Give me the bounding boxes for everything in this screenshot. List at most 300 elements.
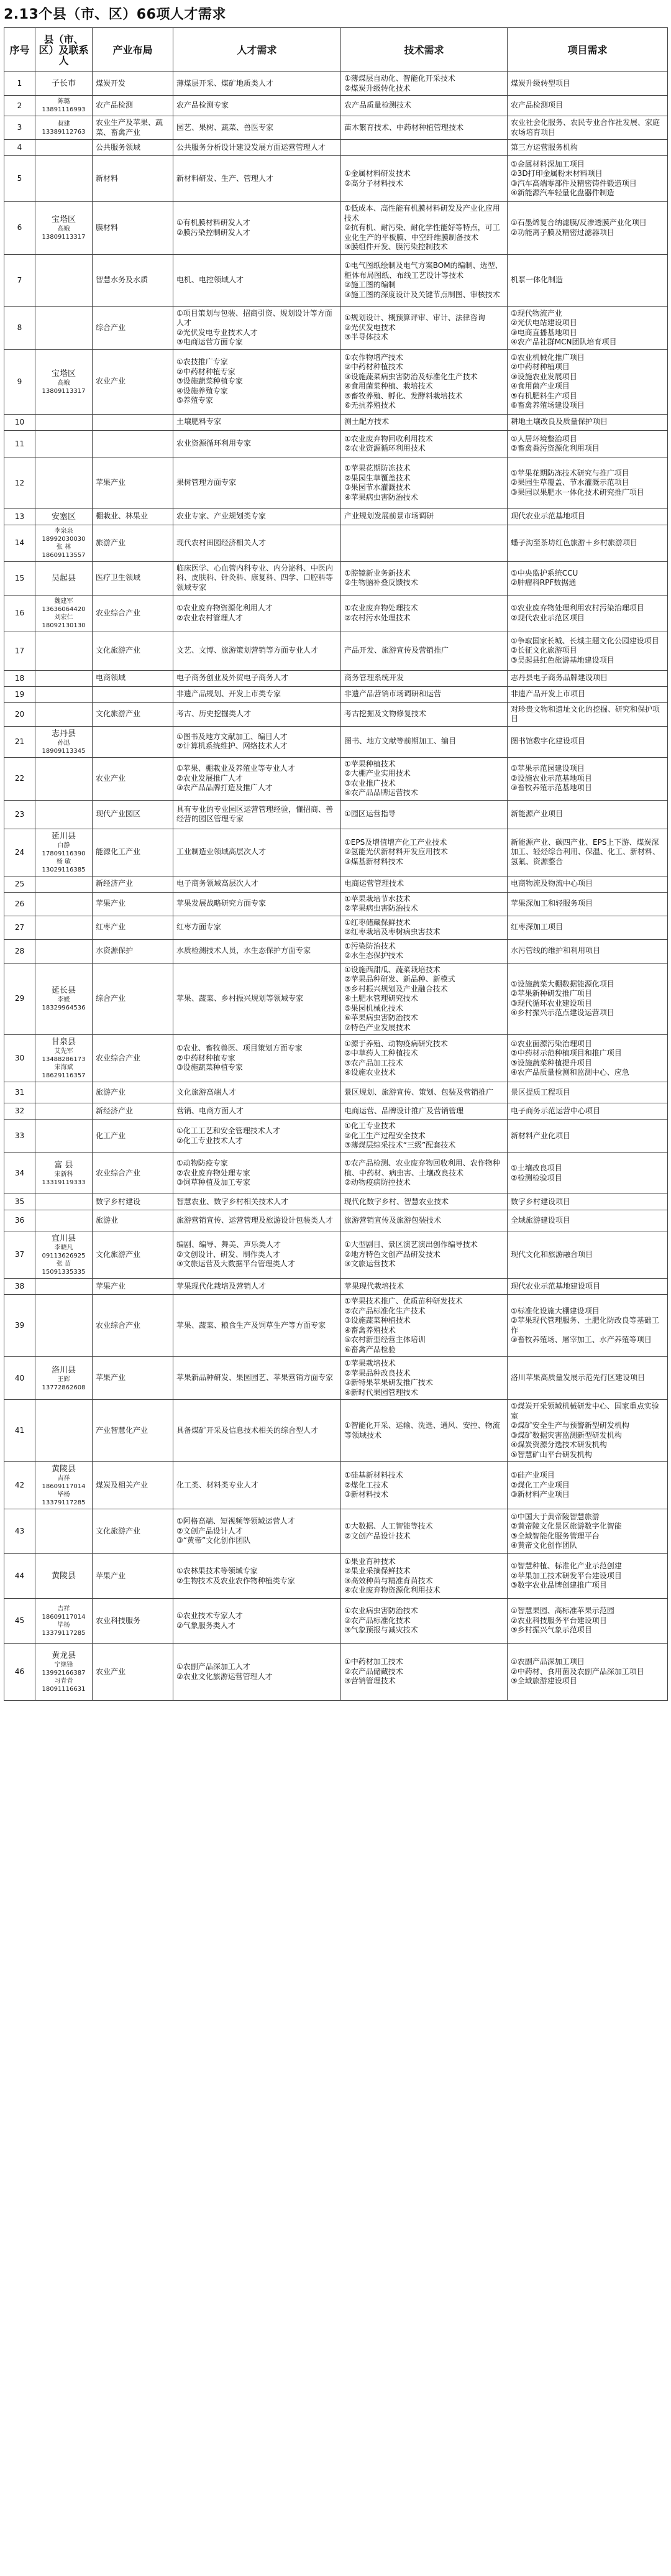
county-cell [35, 1103, 93, 1120]
industry-cell: 文化旅游产业 [93, 702, 173, 726]
row-number: 7 [4, 254, 35, 306]
project-cell: ①人居环境整治项目 ②畜禽粪污资源化利用项目 [508, 430, 668, 458]
talent-cell: 新材料研发、生产、管理人才 [173, 156, 341, 202]
county-contact: 高娥 13809113317 [42, 379, 86, 395]
industry-cell: 公共服务领域 [93, 140, 173, 156]
table-row [4, 508, 668, 525]
row-number: 4 [4, 140, 35, 156]
row-number: 35 [4, 1194, 35, 1210]
county-cell [35, 876, 93, 892]
tech-cell: ①苹果栽培节水技术 ②苹果病虫害防治技术 [341, 892, 508, 916]
talent-cell: 公共服务分析设计建设发展方面运营管理人才 [173, 140, 341, 156]
industry-cell: 文化旅游产业 [93, 1509, 173, 1554]
row-number: 28 [4, 939, 35, 963]
county-contact: 宋新科 13319119333 [42, 1171, 86, 1186]
tech-cell: ①硅基新材料技术 ②煤化工技术 ③新材料技术 [341, 1462, 508, 1509]
county-cell [35, 1194, 93, 1210]
industry-cell: 旅游业 [93, 1210, 173, 1231]
project-cell: 水污管线的维护和利用项目 [508, 939, 668, 963]
table-row [4, 829, 668, 876]
table-row [4, 1279, 668, 1295]
table-row [4, 414, 668, 430]
county-name: 子长市 [51, 79, 76, 88]
project-cell: ①现代物流产业 ②光伏电站建设项目 ③电商直播基地项目 ④农产品社群MCN团队培育项目 [508, 306, 668, 349]
county-cell [35, 916, 93, 939]
row-number: 42 [4, 1462, 35, 1509]
project-cell: 现代农业示范基地建设项目 [508, 1279, 668, 1295]
tech-cell: ①农业废弃物回收利用技术 ②农业资源循环利用技术 [341, 430, 508, 458]
county-cell [35, 726, 93, 757]
project-cell: 非遗产品开发上市项目 [508, 686, 668, 702]
county-name: 黄龙县 [51, 1651, 76, 1660]
project-cell: ①土壤改良项目 ②检测检验项目 [508, 1153, 668, 1194]
county-name: 黄陵县 [51, 1465, 76, 1474]
county-cell [35, 1153, 93, 1194]
talent-cell: 苹果、蔬菜、粮食生产及饲草生产等方面专家 [173, 1295, 341, 1357]
table-row [4, 1231, 668, 1279]
talent-cell: ①苹果、棚栽业及养殖业等专业人才 ②农业发展推广人才 ③农产品品牌打造及推广人才 [173, 757, 341, 800]
industry-cell: 化工产业 [93, 1120, 173, 1153]
row-number: 26 [4, 892, 35, 916]
county-cell [35, 1231, 93, 1279]
row-number: 41 [4, 1400, 35, 1462]
talent-cell: 具有专业的专业园区运营管理经验，懂招商、善经营的园区管理专家 [173, 800, 341, 829]
county-contact: 高娥 13809113317 [42, 226, 86, 241]
talent-cell: 电子商务领域高层次人才 [173, 876, 341, 892]
row-number: 32 [4, 1103, 35, 1120]
table-row [4, 72, 668, 96]
project-cell: 机泵一体化制造 [508, 254, 668, 306]
tech-cell: ①农产品检测、农业废弃物回收利用、农作物种植、中药材、病虫害、土壤改良技术 ②动物疫病防控技术 [341, 1153, 508, 1194]
talent-cell: 智慧农业、数字乡村相关技术人才 [173, 1194, 341, 1210]
county-name: 宝塔区 [51, 369, 76, 379]
tech-cell: ①化工专业技术 ②化工生产过程安全技术 ③薄煤层综采技术“三级”配套技术 [341, 1120, 508, 1153]
county-name: 延川县 [51, 831, 76, 841]
tech-cell: ①电气图纸绘制及电气方案BOM的编制、选型、柜体布局图纸、布线工艺设计等技术 ②施工图的编制 ③施工图的深度设计及关键节点制图、审核技术 [341, 254, 508, 306]
row-number: 31 [4, 1082, 35, 1103]
table-row [4, 202, 668, 255]
tech-cell: ①苹果栽培技术 ②苹果品种改良技术 ③新特果苹果研发推广技术 ④新时代果园管理技术 [341, 1357, 508, 1400]
industry-cell: 智慧水务及水质 [93, 254, 173, 306]
industry-cell: 苹果产业 [93, 1554, 173, 1599]
row-number: 24 [4, 829, 35, 876]
row-number: 20 [4, 702, 35, 726]
project-cell: 电商物流及物流中心项目 [508, 876, 668, 892]
tech-cell: ①腔镜新业务新技术 ②生物脑补叠反馈技术 [341, 561, 508, 595]
row-number: 12 [4, 458, 35, 508]
county-cell [35, 1644, 93, 1701]
table-row [4, 1509, 668, 1554]
talent-cell: 苹果新品种研发、果园园艺、苹果营销方面专家 [173, 1357, 341, 1400]
county-cell [35, 508, 93, 525]
industry-cell [93, 686, 173, 702]
county-name: 富 县 [54, 1161, 73, 1170]
table-row [4, 939, 668, 963]
row-number: 46 [4, 1644, 35, 1701]
county-cell [35, 525, 93, 561]
county-cell [35, 1210, 93, 1231]
project-cell: ①金属材料深加工项目 ②3D打印金属粉末材料项目 ③汽车高端零部件及精密铸件锻造项目 ④新能源汽车轻量化盘器件制造 [508, 156, 668, 202]
tech-cell: 商务管理系统开发 [341, 670, 508, 686]
county-cell [35, 414, 93, 430]
talent-cell: 苹果、蔬菜、乡村振兴规划等领域专家 [173, 963, 341, 1035]
tech-cell: 苗木繁育技术、中药材种植管理技术 [341, 116, 508, 140]
industry-cell: 煤炭开发 [93, 72, 173, 96]
county-name: 延长县 [51, 986, 76, 996]
header-county: 县（市、区）及联系人 [35, 28, 93, 72]
row-number: 11 [4, 430, 35, 458]
county-cell [35, 140, 93, 156]
industry-cell: 农业综合产业 [93, 595, 173, 632]
talent-cell: 文化旅游高端人才 [173, 1082, 341, 1103]
talent-cell: 电机、电控领域人才 [173, 254, 341, 306]
tech-cell: ①薄煤层自动化、智能化开采技术 ②煤炭升级转化技术 [341, 72, 508, 96]
table-row [4, 349, 668, 414]
table-row [4, 757, 668, 800]
table-row [4, 1194, 668, 1210]
project-cell: 现代文化和旅游融合项目 [508, 1231, 668, 1279]
county-contact: 宁继锋 13992166387 习青青 18091116631 [42, 1662, 86, 1693]
row-number: 8 [4, 306, 35, 349]
table-row [4, 116, 668, 140]
table-row [4, 458, 668, 508]
row-number: 36 [4, 1210, 35, 1231]
row-number: 44 [4, 1554, 35, 1599]
tech-cell [341, 525, 508, 561]
table-row [4, 156, 668, 202]
tech-cell: ①苹果种植技术 ②大棚产业实用技术 ③农业推广技术 ④农产品品牌运营技术 [341, 757, 508, 800]
industry-cell: 农业产业 [93, 1644, 173, 1701]
county-cell [35, 116, 93, 140]
industry-cell: 新材料 [93, 156, 173, 202]
project-cell: 图书馆数字化建设项目 [508, 726, 668, 757]
row-number: 3 [4, 116, 35, 140]
table-row [4, 1295, 668, 1357]
county-name: 甘泉县 [51, 1037, 76, 1047]
county-contact: 吉祥 18609117014 毕杨 13379117285 [42, 1605, 86, 1637]
industry-cell: 数字乡村建设 [93, 1194, 173, 1210]
talent-cell: ①图书及地方文献加工、编目人才 ②计算机系统维护、网络技术人才 [173, 726, 341, 757]
tech-cell: 考古挖掘及文物修复技术 [341, 702, 508, 726]
talent-cell: 园艺、果树、蔬菜、兽医专家 [173, 116, 341, 140]
table-row [4, 1644, 668, 1701]
tech-cell: ①金属材料研发技术 ②高分子材料技术 [341, 156, 508, 202]
tech-cell: ①污染防治技术 ②水生态保护技术 [341, 939, 508, 963]
table-row [4, 140, 668, 156]
county-contact: 白静 17809116390 杨 敏 13029116385 [42, 842, 86, 873]
tech-cell: 现代化数字乡村、智慧农业技术 [341, 1194, 508, 1210]
talent-cell: ①农业废弃物资源化利用人才 ②农业农村管理人才 [173, 595, 341, 632]
county-cell [35, 939, 93, 963]
industry-cell [93, 414, 173, 430]
table-row [4, 892, 668, 916]
talent-cell: ①农业、畜牧兽医、项目策划方面专家 ②中药材种植专家 ③设施蔬菜种植专家 [173, 1035, 341, 1082]
county-cell [35, 670, 93, 686]
industry-cell [93, 726, 173, 757]
county-cell [35, 800, 93, 829]
row-number: 6 [4, 202, 35, 255]
industry-cell: 综合产业 [93, 306, 173, 349]
industry-cell: 文化旅游产业 [93, 1231, 173, 1279]
industry-cell: 红枣产业 [93, 916, 173, 939]
project-cell: 景区提质工程项目 [508, 1082, 668, 1103]
industry-cell [93, 430, 173, 458]
county-cell [35, 1295, 93, 1357]
talent-cell: 农业资源循环利用专家 [173, 430, 341, 458]
talent-cell: 营销、电商方面人才 [173, 1103, 341, 1120]
table-row [4, 876, 668, 892]
talent-cell: 文艺、文博、旅游策划营销等方面专业人才 [173, 632, 341, 670]
tech-cell: 测土配方技术 [341, 414, 508, 430]
row-number: 43 [4, 1509, 35, 1554]
county-cell [35, 686, 93, 702]
industry-cell: 新经济产业 [93, 1103, 173, 1120]
industry-cell: 农业生产及苹果、蔬菜、畜禽产业 [93, 116, 173, 140]
county-cell [35, 1082, 93, 1103]
row-number: 2 [4, 96, 35, 116]
talent-cell: 旅游营销宣传、运营管理及旅游设计包装类人才 [173, 1210, 341, 1231]
industry-cell: 农业产业 [93, 757, 173, 800]
row-number: 25 [4, 876, 35, 892]
industry-cell: 农业综合产业 [93, 1153, 173, 1194]
row-number: 19 [4, 686, 35, 702]
county-cell [35, 96, 93, 116]
tech-cell: ①农业废弃物处理技术 ②农村污水处理技术 [341, 595, 508, 632]
tech-cell: 农产品质量检测技术 [341, 96, 508, 116]
tech-cell: ①大型剧目、景区演艺演出创作编导技术 ②地方特色文创产品研发技术 ③文旅运营技术 [341, 1231, 508, 1279]
talent-cell: 电子商务创业及外贸电子商务人才 [173, 670, 341, 686]
industry-cell: 旅游产业 [93, 1082, 173, 1103]
project-cell: ①农业面源污染治理项目 ②中药材示范种植项目和推广项目 ③设施蔬菜种植提升项目 ④农产品质量检测和监测中心、应急 [508, 1035, 668, 1082]
project-cell: ①智慧果园、高标准苹果示范园 ②农业科技服务平台建设项目 ③乡村振兴气象示范项目 [508, 1599, 668, 1644]
table-row [4, 1035, 668, 1082]
row-number: 33 [4, 1120, 35, 1153]
talent-cell: 土壤肥料专家 [173, 414, 341, 430]
row-number: 16 [4, 595, 35, 632]
tech-cell: 苹果现代栽培技术 [341, 1279, 508, 1295]
county-name: 宝塔区 [51, 215, 76, 225]
tech-cell: 电商运营管理技术 [341, 876, 508, 892]
project-cell: ①硅产业项目 ②煤化工产业项目 ③新材料产业项目 [508, 1462, 668, 1509]
tech-cell: ①红枣储藏保鲜技术 ②红枣栽培及枣树病虫害技术 [341, 916, 508, 939]
county-cell [35, 561, 93, 595]
table-row [4, 430, 668, 458]
county-cell [35, 1357, 93, 1400]
county-cell [35, 963, 93, 1035]
county-contact: 李晓凡 09113626925 张 苗 15091335335 [42, 1244, 86, 1276]
project-cell: 洛川苹果高质量发展示范先行区建设项目 [508, 1357, 668, 1400]
talent-cell: ①化工工艺和安全管理技术人才 ②化工专业技术人才 [173, 1120, 341, 1153]
county-cell [35, 72, 93, 96]
row-number: 9 [4, 349, 35, 414]
tech-cell: ①EPS及增值增产化工产业技术 ②氢能光伏新材料开发应用技术 ③煤基新材料技术 [341, 829, 508, 876]
county-name: 宜川县 [51, 1234, 76, 1243]
project-cell: ①农业机械化推广项目 ②中药材种植项目 ③设施农业发展项目 ④食用菌产业项目 ⑤有机肥料生产项目 ⑥畜禽养殖场建设项目 [508, 349, 668, 414]
row-number: 21 [4, 726, 35, 757]
table-row [4, 963, 668, 1035]
county-cell [35, 1599, 93, 1644]
row-number: 23 [4, 800, 35, 829]
talent-demand-table [4, 27, 668, 1701]
row-number: 38 [4, 1279, 35, 1295]
row-number: 27 [4, 916, 35, 939]
county-contact: 孙迅 18909113345 [42, 739, 86, 755]
talent-cell: 红枣方面专家 [173, 916, 341, 939]
talent-cell: ①阿格高端、短视频等领域运营人才 ②文创产品设计人才 ③“黄帝”文化创作团队 [173, 1509, 341, 1554]
talent-cell: ①项目策划与包装、招商引资、规划设计等方面人才 ②光伏发电专业技术人才 ③电商运营方面专家 [173, 306, 341, 349]
table-header-row [4, 28, 668, 72]
row-number: 17 [4, 632, 35, 670]
county-contact: 吉祥 18609117014 毕杨 13379117285 [42, 1475, 86, 1506]
industry-cell: 综合产业 [93, 963, 173, 1035]
industry-cell: 苹果产业 [93, 892, 173, 916]
county-name: 洛川县 [51, 1365, 76, 1375]
tech-cell: 非遗产品营销市场调研和运营 [341, 686, 508, 702]
county-cell [35, 1400, 93, 1462]
table-row [4, 1554, 668, 1599]
talent-cell: 编剧、编导、舞美、声乐类人才 ②文创设计、研发、制作类人才 ③文旅运营及大数据平台管理类人才 [173, 1231, 341, 1279]
tech-cell: 景区规划、旅游宣传、策划、包装及营销推广 [341, 1082, 508, 1103]
page-title: 2.13个县（市、区）66项人才需求 [4, 7, 226, 22]
table-row [4, 254, 668, 306]
county-cell [35, 1509, 93, 1554]
county-cell [35, 156, 93, 202]
county-cell [35, 458, 93, 508]
table-row [4, 561, 668, 595]
header-project: 项目需求 [508, 28, 668, 72]
project-cell: ①中央监护系统CCU ②肿瘤科RPF数据通 [508, 561, 668, 595]
county-cell [35, 306, 93, 349]
industry-cell: 文化旅游产业 [93, 632, 173, 670]
table-row [4, 670, 668, 686]
project-cell: ①苹果示范园建设项目 ②设施农业示范基地项目 ③畜牧养殖示范基地项目 [508, 757, 668, 800]
county-contact: 王辉 13772862608 [42, 1376, 86, 1391]
tech-cell: ①农作物增产技术 ②中药材种植技术 ③设施蔬菜病虫害防治及标准化生产技术 ④食用菌菜种植、栽培技术 ⑤畜牧养殖、孵化、发酵料栽培技术 ⑥无抗养殖技术 [341, 349, 508, 414]
talent-cell: 临床医学、心血管内科专业、内分泌科、中医内科、皮肤科、针灸科、康复科、四学、口腔科等领域专家 [173, 561, 341, 595]
table-row [4, 800, 668, 829]
table-row [4, 1210, 668, 1231]
table-row [4, 1082, 668, 1103]
table-row [4, 96, 668, 116]
table-row [4, 1153, 668, 1194]
table-row [4, 1103, 668, 1120]
table-row [4, 726, 668, 757]
project-cell: ①石墨烯复合纳滤膜/反渗透膜产业化项目 ②功能离子膜及精密过滤器项目 [508, 202, 668, 255]
header-talent: 人才需求 [173, 28, 341, 72]
table-row [4, 306, 668, 349]
county-cell [35, 1035, 93, 1082]
tech-cell: 旅游营销宣传及旅游包装技术 [341, 1210, 508, 1231]
table-row [4, 1462, 668, 1509]
industry-cell: 苹果产业 [93, 458, 173, 508]
tech-cell: 图书、地方文献等前期加工、编目 [341, 726, 508, 757]
project-cell: ①苹果花期防冻技术研究与推广项目 ②果园生草覆盖、节水灌溉示范项目 ③果园以果肥水一体化技术研究推广项目 [508, 458, 668, 508]
project-cell: ①中国大于黄帝陵智慧旅游 ②黄帝陵文化景区旅游数字化智能 ③全域智能化服务管理平台 ④黄帝文化创作团队 [508, 1509, 668, 1554]
talent-cell: 化工类、材料类专业人才 [173, 1462, 341, 1509]
row-number: 18 [4, 670, 35, 686]
row-number: 1 [4, 72, 35, 96]
project-cell: 对珍贵文物和遗址文化的挖掘、研究和保护项目 [508, 702, 668, 726]
talent-cell: 水质检测技术人员，水生态保护方面专家 [173, 939, 341, 963]
talent-cell: 工业制造业领域高层次人才 [173, 829, 341, 876]
project-cell: 第三方运营服务机构 [508, 140, 668, 156]
talent-cell: ①动物防疫专家 ②农业废弃物处理专家 ③饲草种植及加工专家 [173, 1153, 341, 1194]
county-contact: 陈璐 13891116993 [42, 98, 86, 113]
table-row [4, 595, 668, 632]
tech-cell: ①园区运营指导 [341, 800, 508, 829]
row-number: 5 [4, 156, 35, 202]
county-cell [35, 1554, 93, 1599]
header-tech: 技术需求 [341, 28, 508, 72]
industry-cell: 农业综合产业 [93, 1035, 173, 1082]
county-cell [35, 349, 93, 414]
tech-cell: 产品开发、旅游宣传及营销推广 [341, 632, 508, 670]
project-cell: 新材料产业化项目 [508, 1120, 668, 1153]
project-cell: 数字乡村建设项目 [508, 1194, 668, 1210]
county-cell [35, 702, 93, 726]
project-cell: 新能源产业、碳四产业、EPS上下游、煤炭深加工、轻烃综合利用、保温、化工、新材料、氢氟、资源整合 [508, 829, 668, 876]
tech-cell: ①果业育种技术 ②果业采摘保鲜技术 ③高效种苗与精准育苗技术 ④农业废弃物资源化利用技术 [341, 1554, 508, 1599]
industry-cell: 苹果产业 [93, 1357, 173, 1400]
county-contact: 魏建军 13636064420 刘宏仁 18092130130 [42, 597, 86, 629]
table-row [4, 525, 668, 561]
county-cell [35, 1279, 93, 1295]
talent-cell: 非遗产品规划、开发上市类专家 [173, 686, 341, 702]
row-number: 37 [4, 1231, 35, 1279]
row-number: 13 [4, 508, 35, 525]
industry-cell: 膜材料 [93, 202, 173, 255]
county-name: 志丹县 [51, 729, 76, 738]
header-no: 序号 [4, 28, 35, 72]
row-number: 39 [4, 1295, 35, 1357]
industry-cell: 农业科技服务 [93, 1599, 173, 1644]
talent-cell: 苹果现代化栽培及营销人才 [173, 1279, 341, 1295]
project-cell: 红枣深加工项目 [508, 916, 668, 939]
row-number: 15 [4, 561, 35, 595]
table-row [4, 632, 668, 670]
county-contact: 李泉泉 18992030030 张 林 18609113557 [42, 527, 86, 559]
table-row [4, 1400, 668, 1462]
industry-cell: 医疗卫生领域 [93, 561, 173, 595]
row-number: 40 [4, 1357, 35, 1400]
table-row [4, 702, 668, 726]
county-cell [35, 595, 93, 632]
tech-cell: ①苹果花期防冻技术 ②果园生草覆盖技术 ③果园节水灌溉技术 ④苹果病虫害防治技术 [341, 458, 508, 508]
talent-cell: ①有机膜材料研发人才 ②膜污染控制研发人才 [173, 202, 341, 255]
table-row [4, 686, 668, 702]
project-cell: 煤炭升级转型项目 [508, 72, 668, 96]
table-row [4, 1599, 668, 1644]
header-industry: 产业布局 [93, 28, 173, 72]
project-cell: 苹果深加工和轻服务项目 [508, 892, 668, 916]
tech-cell: ①源于养殖、动物疫病研究技术 ②中草药人工种植技术 ③农产品加工技术 ④设施农业技术 [341, 1035, 508, 1082]
county-contact: 叔建 13389112763 [42, 120, 86, 136]
county-contact: 艾先军 13488286173 宋海斌 18629116357 [42, 1048, 86, 1079]
industry-cell: 旅游产业 [93, 525, 173, 561]
county-cell [35, 892, 93, 916]
county-cell [35, 1462, 93, 1509]
tech-cell: ①农业病虫害防治技术 ②农产品标准化技术 ③气象预报与减灾技术 [341, 1599, 508, 1644]
project-cell: 农业社会化服务、农民专业合作社发展、家庭农场培育项目 [508, 116, 668, 140]
county-cell [35, 430, 93, 458]
project-cell: ①煤炭开采领域机械研发中心、国家重点实验室 ②煤矿安全生产与预警新型研发机构 ③煤矿数据灾害监测新型研发机构 ④煤炭资源分选技术研发机构 ⑤智慧矿山平台研发机构 [508, 1400, 668, 1462]
talent-cell: ①农技推广专家 ②中药材种植专家 ③设施蔬菜种植专家 ④设施养殖专家 ⑤养殖专家 [173, 349, 341, 414]
tech-cell [341, 140, 508, 156]
talent-cell: ①农林果技术等领域专家 ②生物技术及农业农作物种植类专家 [173, 1554, 341, 1599]
industry-cell: 新经济产业 [93, 876, 173, 892]
project-cell: ①标准化设施大棚建设项目 ②苹果现代管理服务、土肥化防改良等基础工作 ③畜牧养殖场、屠宰加工、水产养殖等项目 [508, 1295, 668, 1357]
talent-cell: 现代农村田园经济相关人才 [173, 525, 341, 561]
